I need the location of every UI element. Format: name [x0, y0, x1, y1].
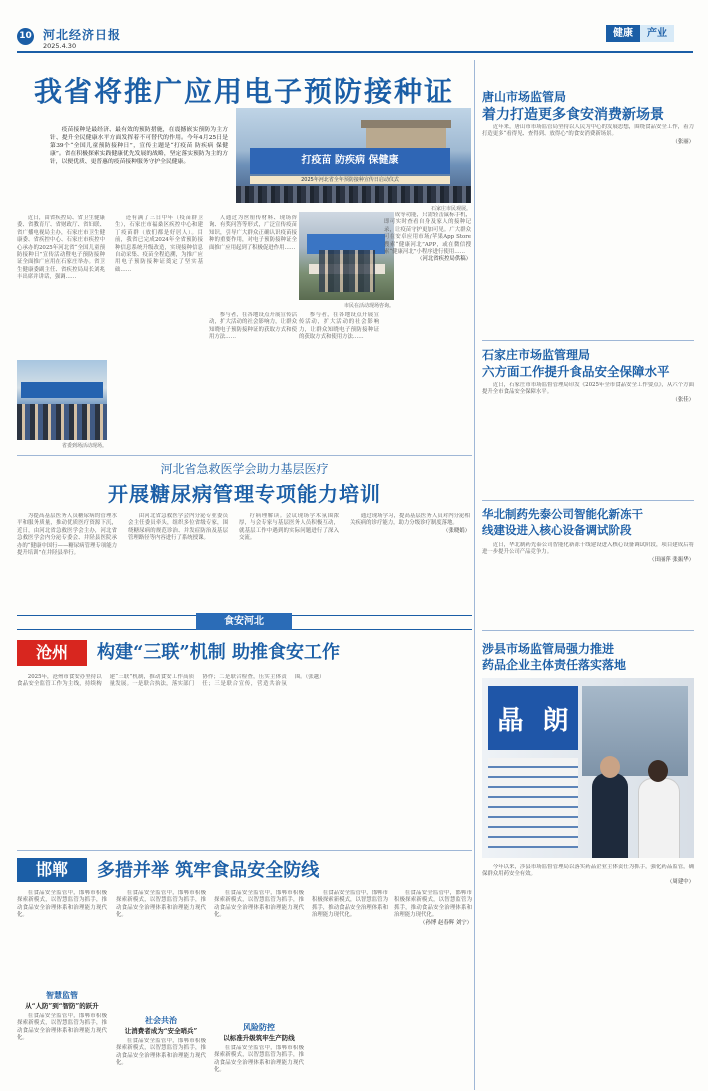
handan-tag: 邯郸	[17, 858, 87, 882]
issue-date: 2025.4.30	[43, 42, 77, 50]
food-section-banner: 食安河北	[196, 613, 292, 630]
photo3-caption: 省委到场活动现场。	[61, 443, 107, 449]
pharmacy-sign-char-1: 晶	[497, 705, 524, 736]
diabetes-kicker: 河北省急救医学会助力基层医疗	[160, 462, 329, 476]
shijiazhuang-headline: 石家庄市场监管理局	[482, 348, 591, 362]
handan-headline: 多措并举 筑牢食品安全防线	[97, 860, 320, 881]
inspector-2-head	[648, 760, 668, 782]
diabetes-top-rule	[17, 455, 472, 456]
paper-name: 河北经济日报	[43, 28, 122, 42]
handan-sub2-title: 社会共治	[145, 1015, 177, 1025]
handan-col-1: 在食品安全监管中，邯郸市积极探索新模式，以智慧监管为抓手，推动食品安全治理体系和治理能力现代化。	[17, 890, 107, 919]
byline-vaccine: （河北省疾控局供稿）	[417, 256, 471, 263]
handan-sub1-sub: 从“人防”到“智防”的跃升	[25, 1002, 99, 1010]
lead-col-1: 近日，由省疾控局、省卫生健康委、省教育厅、省财政厅、省妇联、省广播电视局主办，石家庄市卫生健康委、省疾控中心、石家庄市疾控中心承办的2025年河北省“全国儿童预防接种日”宣传活动暨电子预防接种证全面推广应用在石家庄举办。省卫生健康委副主任、省疾控局局长刘兆丰出席并讲话，强调……	[17, 215, 105, 281]
handan-col-3: 在食品安全监管中，邯郸市积极探索新模式，以智慧监管为抓手，推动食品安全治理体系和治理能力现代化。	[214, 890, 304, 919]
lead-intro: 疫苗接种是最经济、最有效的预防措施，在震撼嵌实预防为主方针、提升全民健康水平方面发挥着不可替代的作用。今年4月25日是第39个“全国儿童预防接种日”，宣传主题是“打疫苗 防疾病 保健康”。省在积极探索实践健康优先发展的战略，坚定落实预防为主的方针，以便优质、更普惠的疫苗接种服务守护全民健康。	[50, 127, 228, 165]
photo-activity-scene	[17, 360, 107, 440]
lead-headline: 我省将推广应用电子预防接种证	[33, 75, 454, 108]
handan-sub1-title: 智慧监管	[46, 990, 78, 1000]
header-rule	[17, 51, 693, 53]
section-tag-industry: 产业	[640, 25, 674, 42]
byline-ncpc: （田丽萍 张振华）	[649, 556, 694, 563]
byline-diabetes: （张晓娟）	[443, 527, 470, 534]
handan-col-2b: 在食品安全监管中，邯郸市积极探索新模式，以智慧监管为抓手，推动食品安全治理体系和治理能力现代化。	[116, 1038, 206, 1067]
ncpc-headline: 华北制药先泰公司智能化新冻干	[482, 507, 643, 521]
byline-shijiazhuang: （张佳）	[672, 396, 694, 403]
ncpc-body: 近日，华北制药先泰公司智能化新冻干线建设进入核心设备调试阶段，项目建成后将进一步提升公司产品竞争力。 （田丽萍 张振华）	[482, 542, 694, 563]
byline-handan: （孙博 赵春辉 刘宁）	[420, 919, 472, 926]
shexian-headline-2: 药品企业主体责任落实落地	[482, 658, 627, 672]
page-header	[0, 0, 708, 60]
stage-backdrop: 打疫苗 防疾病 保健康	[250, 148, 450, 174]
crowd	[236, 186, 471, 203]
pharmacy-sign-char-2: 朗	[542, 705, 569, 736]
byline-shexian: （周建中）	[667, 878, 694, 885]
diabetes-col-4: 通过现场学习，提高基层医务人员对内分泌相关疾病的诊疗能力，助力分级诊疗制度落地。 （张晓娟）	[350, 513, 470, 534]
inspector-1	[592, 773, 628, 858]
people	[319, 250, 375, 292]
photo2-caption: 市民在活动现场咨询。	[343, 303, 394, 309]
handan-sub2-sub: 让消费者成为“安全哨兵”	[124, 1027, 198, 1035]
handan-sub3-title: 风险防控	[243, 1022, 275, 1032]
tangshan-body: 近年来，唐山市市场监管局坚持以人民为中心的发展思想，围绕食品安全工作，着力打造更多“看得见、查得到、放得心”的食安消费新场景。 （张丽）	[482, 124, 694, 145]
cangzhou-tag: 沧州	[17, 640, 87, 666]
right-rule-1	[482, 340, 694, 341]
diabetes-headline: 开展糖尿病管理专项能力培训	[108, 482, 381, 506]
photo-consultation	[299, 212, 394, 300]
cangzhou-headline: 构建“三联”机制 助推食安工作	[97, 642, 340, 663]
lead-col-4: 参与者，在各地设点开展宣传活动，扩大活动的社会影响力，让群众知晓电子预防接种证的获取方式和使用方法……	[209, 312, 297, 341]
handan-sub3-sub: 以标准升级筑牢生产防线	[223, 1034, 295, 1042]
handan-col-4: 在食品安全监管中，邯郸市积极探索新模式，以智慧监管为抓手，推动食品安全治理体系和治理能力现代化。	[312, 890, 388, 919]
pharmacy-sign	[488, 686, 578, 750]
stage-strip: 2025年河北省全年预防接种宣传日启动仪式	[250, 176, 450, 184]
photo1-caption: 石家庄市民观展。	[430, 206, 471, 212]
handan-col-3b: 在食品安全监管中，邯郸市积极探索新模式，以智慧监管为抓手，推动食品安全治理体系和治理能力现代化。	[214, 1045, 304, 1074]
right-rule-2	[482, 500, 694, 501]
lead-col-2: 还有满了三日中年（疫苗群卫生），石家庄市福桑区疾控中心和建丁疫苗群（放们都是好居人）。目前，我省已完成2024年全省预防接种信息系统升级改造，实现接种信息自动采集、疫苗全程追溯，为推广应用电子预防接种证奠定了坚实基础……	[115, 215, 203, 273]
ncpc-headline-2: 线建设进入核心设备调试阶段	[482, 523, 632, 537]
diabetes-col-2: 由河北省急救医学会内分泌专业委员会主任委员牵头，组织多位省级专家，围绕糖尿病的规范诊治、并发症防治及基层管理路径等内容进行了系统授课。	[128, 513, 228, 542]
diabetes-col-3: 疗病理解读。会议现场学术氛围浓厚，与会专家与基层医务人员积极互动，就基层工作中遇到的实际问题进行了深入交流。	[239, 513, 339, 542]
pharmacy-shelf	[488, 758, 578, 848]
handan-col-1b: 在食品安全监管中，邯郸市积极探索新模式，以智慧监管为抓手，推动食品安全治理体系和治理能力现代化。	[17, 1013, 107, 1042]
lead-col-5: 成等功能，只需轻击鼠标手机，即可实时查看自身及家人的接种记录，让疫苗守护更加可见。广大群众可在安卓应用市场/苹果App Store搜索“健康河北”APP，或在微信搜索“健康河北”小程序进行使用…… （河北省疾控局供稿）	[384, 212, 471, 263]
crowd-2	[17, 404, 107, 440]
diabetes-col-1: 为提高基层医务人员糖尿病的管理水平和服务质量，推动优质医疗资源下沉，近日，由河北省急救医学会主办，河北省急救医学会内分泌专委会、井陉县医院承办的“健康中国行——糖尿病管理专项能力提升培训”在井陉县举行。	[17, 513, 117, 557]
shijiazhuang-body: 近日，石家庄市市场监督管理局印发《2025年全市食品安全工作要点》，从六个方面提升全市食品安全保障水平。 （张佳）	[482, 382, 694, 403]
byline-tangshan: （张丽）	[672, 138, 694, 145]
tangshan-headline-2: 着力打造更多食安消费新场景	[482, 107, 664, 123]
page-number-badge: 10	[17, 28, 34, 45]
cangzhou-body: 2025年，沧州市食安办坚持以食品安全监管工作为主线，持续构建“三联”机制，推动食安工作高质量发展。一是联合执法，落实部门协作；二是联合检查，压实主体责任；三是联合宣传，营造共治氛围。（张越）	[17, 674, 325, 688]
section-tag-health: 健康	[606, 25, 640, 42]
handan-top-rule	[17, 850, 472, 851]
building-roof	[361, 120, 451, 128]
right-rule-3	[482, 630, 694, 631]
shexian-headline: 涉县市场监管局强力推进	[482, 642, 615, 656]
section-tag	[606, 25, 674, 42]
lead-col-4b: 参与者，在各地设点开展宣传活动，扩大活动的社会影响力，让群众知晓电子预防接种证的获取方式和使用方法……	[299, 312, 379, 341]
photo-launch-ceremony	[236, 108, 471, 203]
lead-right-divider	[474, 60, 475, 1090]
handan-col-5: 在食品安全监管中，邯郸市积极探索新模式，以智慧监管为抓手，推动食品安全治理体系和治理能力现代化。 （孙博 赵春辉 刘宁）	[394, 890, 472, 926]
pharmacy-window	[582, 686, 688, 776]
tangshan-headline: 唐山市场监管局	[482, 90, 567, 104]
inspector-1-head	[600, 756, 620, 778]
handan-col-2: 在食品安全监管中，邯郸市积极探索新模式，以智慧监管为抓手，推动食品安全治理体系和治理能力现代化。	[116, 890, 206, 919]
banner-blue	[21, 382, 103, 398]
lead-col-3: 人通过为丝厘传材料、现场咨询、有奖问答等形式，广泛宣传疫苗知识，引导广大群众正确认识疫苗接种的重要作用，对电子预防接种证全面推广应用起到了积极促进作用……	[209, 215, 297, 251]
shexian-body: 今年以来，涉县市场监督管理局以落实药品企业主体责任为抓手，强化药品监管，确保群众用药安全有效。 （周建中）	[482, 864, 694, 885]
photo-pharmacy-inspection	[482, 678, 694, 858]
inspector-2	[638, 778, 680, 858]
shijiazhuang-headline-2: 六方面工作提升食品安全保障水平	[482, 364, 670, 379]
